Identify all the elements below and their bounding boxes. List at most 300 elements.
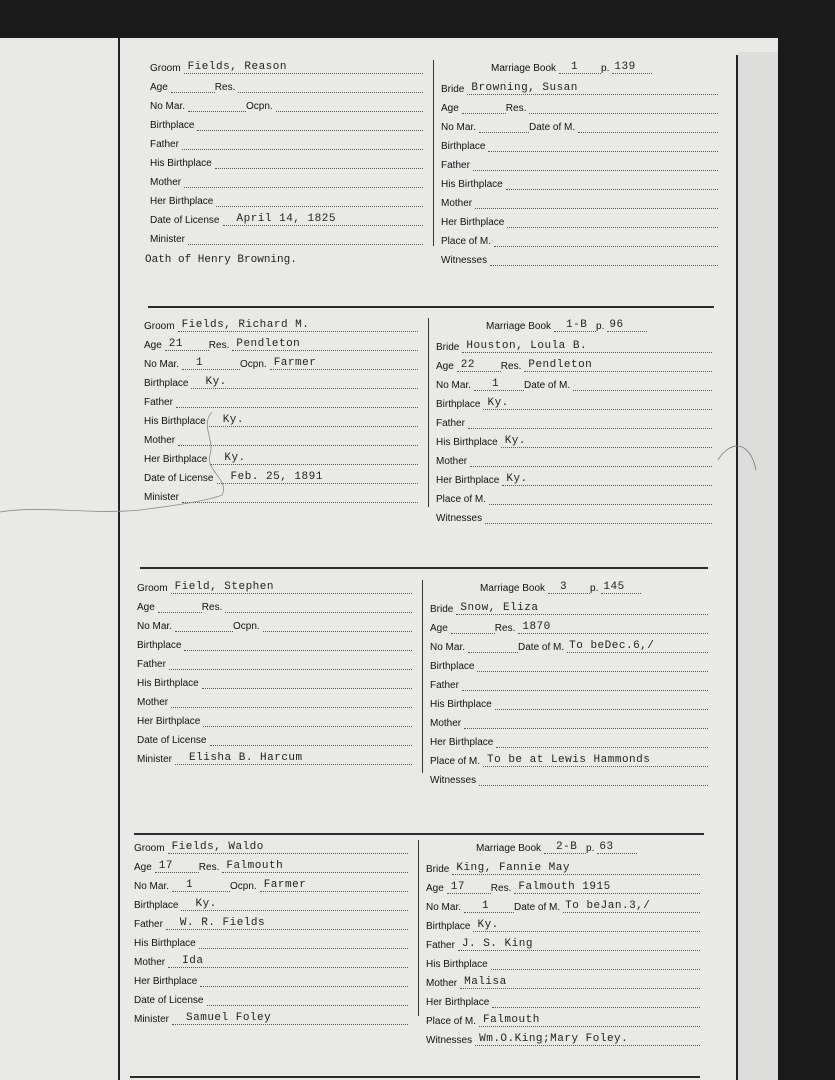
date-of-license-row [134, 992, 408, 1006]
her-birthplace-label: Her Birthplace [144, 454, 208, 465]
res-value: Falmouth [226, 860, 284, 872]
mother-value-line [184, 177, 423, 188]
bride-age-value-line [462, 103, 506, 114]
bride-mother-label: Mother [436, 456, 468, 467]
minister-row [137, 751, 412, 765]
date-of-license-value-line [223, 215, 424, 226]
bride-res-label: Res. [490, 883, 512, 894]
birthplace-value-line [184, 640, 412, 651]
bride-no-mar-row [430, 639, 708, 653]
bride-row [436, 339, 712, 353]
age-label: Age [150, 82, 168, 93]
place-of-m-label: Place of M. [436, 494, 487, 505]
place-of-m-value-line [489, 494, 712, 505]
no-mar-value: 1 [196, 357, 204, 369]
place-of-m-row [441, 233, 718, 247]
age-value: 21 [168, 338, 183, 350]
bride-father-row [441, 157, 718, 171]
groom-label: Groom [137, 583, 168, 594]
birthplace-value-line [181, 900, 408, 911]
res-value-line [225, 602, 412, 613]
page-value: 96 [609, 319, 624, 331]
bride-her-birthplace-value: Ky. [506, 473, 528, 485]
bride-his-birthplace-label: His Birthplace [426, 959, 488, 970]
birthplace-label: Birthplace [137, 640, 182, 651]
age-res-row [137, 599, 412, 613]
father-row [134, 916, 408, 930]
bride-birthplace-value: Ky. [477, 919, 499, 931]
res-value-line [222, 862, 408, 873]
place-of-m-label: Place of M. [430, 756, 481, 767]
ocpn-label: Ocpn. [246, 101, 273, 112]
bride-age-res-row [430, 620, 708, 634]
ocpn-label: Ocpn. [230, 881, 257, 892]
bride-label: Bride [436, 342, 460, 353]
date-of-license-label: Date of License [144, 473, 214, 484]
place-of-m-label: Place of M. [426, 1016, 477, 1027]
bride-his-birthplace-value-line [495, 699, 708, 710]
bride-value-line [456, 604, 708, 615]
bride-value: Browning, Susan [471, 82, 578, 94]
res-label: Res. [214, 82, 236, 93]
marriage-book-label: Marriage Book [476, 843, 542, 854]
bride-birthplace-row [426, 918, 700, 932]
birthplace-value: Ky. [195, 898, 217, 910]
bride-label: Bride [426, 864, 450, 875]
father-value-line [166, 919, 408, 930]
bride-age-value: 22 [460, 359, 475, 371]
no-mar-label: No Mar. [137, 621, 173, 632]
mother-value-line [171, 697, 412, 708]
bride-no-mar-row [426, 899, 700, 913]
page-value-line [601, 583, 641, 594]
groom-value-line [171, 583, 412, 594]
minister-label: Minister [150, 234, 186, 245]
bride-her-birthplace-label: Her Birthplace [426, 997, 490, 1008]
res-label: Res. [208, 340, 230, 351]
birthplace-label: Birthplace [150, 120, 195, 131]
date-of-m-label: Date of M. [514, 902, 561, 913]
bride-his-birthplace-row [426, 956, 700, 970]
marriage-book-value-line [548, 583, 590, 594]
age-value-line [158, 602, 202, 613]
birthplace-value: Ky. [205, 376, 227, 388]
bride-age-value-line [451, 623, 495, 634]
bride-father-label: Father [436, 418, 465, 429]
bride-age-label: Age [426, 883, 444, 894]
bride-birthplace-row [441, 138, 718, 152]
place-of-m-label: Place of M. [441, 236, 492, 247]
date-of-license-label: Date of License [137, 735, 207, 746]
bride-res-label: Res. [494, 623, 516, 634]
birthplace-value-line [197, 120, 423, 131]
her-birthplace-value-line [210, 454, 418, 465]
birthplace-label: Birthplace [144, 378, 189, 389]
bride-mother-label: Mother [430, 718, 462, 729]
column-divider [428, 318, 429, 507]
groom-value: Fields, Waldo [171, 841, 264, 853]
bride-birthplace-label: Birthplace [426, 921, 471, 932]
bride-birthplace-label: Birthplace [430, 661, 475, 672]
no-mar-value-line [172, 881, 230, 892]
mother-value: Ida [182, 955, 204, 967]
place-of-m-value-line [494, 236, 718, 247]
bride-birthplace-label: Birthplace [436, 399, 481, 410]
bride-father-row [436, 415, 712, 429]
mother-row [137, 694, 412, 708]
his-birthplace-row [150, 155, 423, 169]
place-of-m-row [436, 491, 712, 505]
bride-res-value: Falmouth 1915 [518, 881, 611, 893]
father-value-line [182, 139, 423, 150]
father-label: Father [134, 919, 163, 930]
bride-value-line [467, 84, 718, 95]
bride-no-mar-label: No Mar. [441, 122, 477, 133]
father-row [144, 394, 418, 408]
bride-mother-label: Mother [426, 978, 458, 989]
date-of-license-label: Date of License [134, 995, 204, 1006]
no-mar-ocpn-row [144, 356, 418, 370]
her-birthplace-label: Her Birthplace [150, 196, 214, 207]
minister-label: Minister [134, 1014, 170, 1025]
mother-label: Mother [150, 177, 182, 188]
bride-label: Bride [441, 84, 465, 95]
bride-her-birthplace-value-line [492, 997, 700, 1008]
age-value: 17 [158, 860, 173, 872]
place-of-m-row [426, 1013, 700, 1027]
groom-value-line [184, 63, 423, 74]
age-res-row [150, 79, 423, 93]
right-margin-line [736, 55, 738, 1080]
bride-mother-value-line [475, 198, 718, 209]
mother-value-line [168, 957, 408, 968]
marriage-book-value-line [554, 321, 596, 332]
no-mar-value-line [188, 101, 246, 112]
bride-age-value: 17 [450, 881, 465, 893]
his-birthplace-label: His Birthplace [150, 158, 212, 169]
mother-label: Mother [134, 957, 166, 968]
record-separator [134, 833, 704, 835]
witnesses-row [426, 1032, 700, 1046]
father-row [150, 136, 423, 150]
bride-his-birthplace-label: His Birthplace [436, 437, 498, 448]
birthplace-label: Birthplace [134, 900, 179, 911]
bride-no-mar-value-line [479, 122, 529, 133]
bride-res-value: 1870 [522, 621, 551, 633]
date-of-license-row [150, 212, 423, 226]
bride-mother-row [430, 715, 708, 729]
bride-mother-row [426, 975, 700, 989]
bride-row [441, 81, 718, 95]
bride-her-birthplace-row [436, 472, 712, 486]
page-value-line [607, 321, 647, 332]
witnesses-value: Wm.O.King;Mary Foley. [479, 1033, 629, 1045]
bride-value: King, Fannie May [456, 862, 570, 874]
bride-his-birthplace-label: His Birthplace [441, 179, 503, 190]
bride-mother-value-line [470, 456, 712, 467]
witnesses-value-line [475, 1035, 700, 1046]
age-label: Age [137, 602, 155, 613]
bride-her-birthplace-value-line [496, 737, 708, 748]
bride-no-mar-value-line [468, 642, 518, 653]
date-of-m-value: To beDec.6,/ [569, 640, 655, 652]
ocpn-value: Farmer [263, 879, 307, 891]
age-label: Age [144, 340, 162, 351]
date-of-m-value-line [567, 642, 708, 653]
father-label: Father [144, 397, 173, 408]
no-mar-ocpn-row [137, 618, 412, 632]
record-separator [148, 306, 714, 308]
birthplace-row [144, 375, 418, 389]
column-divider [418, 840, 419, 1016]
witnesses-label: Witnesses [436, 513, 483, 524]
bride-birthplace-value-line [477, 661, 708, 672]
ocpn-value-line [276, 101, 423, 112]
her-birthplace-row [134, 973, 408, 987]
age-value-line [171, 82, 215, 93]
bride-res-value-line [514, 883, 700, 894]
bride-his-birthplace-label: His Birthplace [430, 699, 492, 710]
minister-row [144, 489, 418, 503]
age-res-row [144, 337, 418, 351]
date-of-m-label: Date of M. [524, 380, 571, 391]
bride-her-birthplace-label: Her Birthplace [430, 737, 494, 748]
bride-her-birthplace-label: Her Birthplace [436, 475, 500, 486]
date-of-license-value-line [217, 473, 419, 484]
minister-value-line [172, 1014, 408, 1025]
bride-no-mar-label: No Mar. [430, 642, 466, 653]
birthplace-value-line [191, 378, 418, 389]
place-of-m-row [430, 753, 708, 767]
bride-father-value-line [458, 940, 700, 951]
minister-row [150, 231, 423, 245]
marriage-book-value: 1-B [566, 319, 588, 331]
date-of-license-row [144, 470, 418, 484]
left-margin-line [118, 38, 120, 1080]
marriage-book-label: Marriage Book [491, 63, 557, 74]
birthplace-row [137, 637, 412, 651]
place-of-m-value-line [483, 756, 708, 767]
bride-his-birthplace-row [430, 696, 708, 710]
bride-no-mar-value: 1 [492, 378, 500, 390]
witnesses-value-line [490, 255, 718, 266]
bride-mother-value-line [464, 718, 708, 729]
bride-value: Houston, Loula B. [466, 340, 588, 352]
bride-age-res-row [426, 880, 700, 894]
bride-birthplace-value: Ky. [487, 397, 509, 409]
page-label: p. [590, 583, 599, 594]
mother-label: Mother [144, 435, 176, 446]
bride-her-birthplace-label: Her Birthplace [441, 217, 505, 228]
bride-his-birthplace-value-line [506, 179, 718, 190]
marriage-book-value-line [559, 63, 601, 74]
bride-birthplace-row [430, 658, 708, 672]
bride-res-value-line [529, 103, 718, 114]
bride-age-value-line [457, 361, 501, 372]
date-of-license-value: April 14, 1825 [236, 213, 336, 225]
groom-label: Groom [134, 843, 165, 854]
page-value: 139 [614, 61, 636, 73]
father-label: Father [150, 139, 179, 150]
no-mar-label: No Mar. [134, 881, 170, 892]
record-separator [130, 1076, 700, 1078]
bride-father-row [430, 677, 708, 691]
date-of-m-value-line [563, 902, 700, 913]
bride-value-line [452, 864, 700, 875]
witnesses-label: Witnesses [430, 775, 477, 786]
bride-birthplace-value-line [483, 399, 712, 410]
groom-label: Groom [144, 321, 175, 332]
date-of-license-value-line [210, 735, 413, 746]
bride-no-mar-row [441, 119, 718, 133]
ocpn-value-line [263, 621, 412, 632]
bride-res-label: Res. [505, 103, 527, 114]
date-of-license-value-line [207, 995, 409, 1006]
bride-mother-row [436, 453, 712, 467]
witnesses-row [430, 772, 708, 786]
res-value: Pendleton [236, 338, 301, 350]
groom-row [137, 580, 412, 594]
father-value-line [169, 659, 412, 670]
mother-row [150, 174, 423, 188]
date-of-license-value: Feb. 25, 1891 [230, 471, 323, 483]
bride-no-mar-value-line [464, 902, 514, 913]
groom-value: Fields, Richard M. [181, 319, 310, 331]
witnesses-label: Witnesses [441, 255, 488, 266]
date-of-license-row [137, 732, 412, 746]
minister-value-line [175, 754, 412, 765]
witnesses-label: Witnesses [426, 1035, 473, 1046]
record-separator [140, 567, 708, 569]
his-birthplace-value-line [199, 938, 408, 949]
bride-his-birthplace-value-line [491, 959, 700, 970]
his-birthplace-label: His Birthplace [134, 938, 196, 949]
mother-value-line [178, 435, 418, 446]
date-of-m-value-line [578, 122, 718, 133]
witnesses-value-line [485, 513, 712, 524]
no-mar-ocpn-row [150, 98, 423, 112]
page-label: p. [596, 321, 605, 332]
column-divider [433, 60, 434, 246]
page-value: 145 [603, 581, 625, 593]
res-value-line [232, 340, 418, 351]
minister-value: Elisha B. Harcum [189, 752, 303, 764]
marriage-book-label: Marriage Book [480, 583, 546, 594]
bride-her-birthplace-value-line [502, 475, 712, 486]
his-birthplace-label: His Birthplace [137, 678, 199, 689]
no-mar-value-line [182, 359, 240, 370]
bride-no-mar-value-line [474, 380, 524, 391]
ocpn-value-line [260, 881, 408, 892]
bride-her-birthplace-row [441, 214, 718, 228]
column-divider [422, 580, 423, 773]
minister-row [134, 1011, 408, 1025]
bride-row [430, 601, 708, 615]
minister-value-line [188, 234, 423, 245]
bride-row [426, 861, 700, 875]
bride-his-birthplace-value-line [501, 437, 712, 448]
witnesses-row [441, 252, 718, 266]
place-of-m-value: To be at Lewis Hammonds [487, 754, 651, 766]
marriage-book-value: 3 [560, 581, 568, 593]
her-birthplace-row [150, 193, 423, 207]
record-note: Oath of Henry Browning. [145, 254, 297, 266]
groom-value: Fields, Reason [187, 61, 287, 73]
marriage-book-row [476, 840, 700, 854]
bride-father-value-line [468, 418, 712, 429]
no-mar-ocpn-row [134, 878, 408, 892]
bride-no-mar-label: No Mar. [426, 902, 462, 913]
bride-her-birthplace-value-line [507, 217, 718, 228]
mother-row [134, 954, 408, 968]
bride-value-line [462, 342, 712, 353]
bride-father-label: Father [426, 940, 455, 951]
marriage-book-value: 2-B [556, 841, 578, 853]
bride-father-value-line [462, 680, 708, 691]
place-of-m-value-line [479, 1016, 700, 1027]
page-label: p. [586, 843, 595, 854]
her-birthplace-row [137, 713, 412, 727]
bride-mother-label: Mother [441, 198, 473, 209]
groom-row [134, 840, 408, 854]
bride-no-mar-value: 1 [482, 900, 490, 912]
her-birthplace-label: Her Birthplace [134, 976, 198, 987]
date-of-m-label: Date of M. [518, 642, 565, 653]
page-label: p. [601, 63, 610, 74]
his-birthplace-value-line [209, 416, 418, 427]
bride-her-birthplace-row [426, 994, 700, 1008]
bride-age-res-row [441, 100, 718, 114]
marriage-book-value: 1 [571, 61, 579, 73]
date-of-license-label: Date of License [150, 215, 220, 226]
groom-row [150, 60, 423, 74]
marriage-book-label: Marriage Book [486, 321, 552, 332]
her-birthplace-label: Her Birthplace [137, 716, 201, 727]
bride-his-birthplace-row [441, 176, 718, 190]
bride-no-mar-row [436, 377, 712, 391]
ocpn-label: Ocpn. [233, 621, 260, 632]
date-of-m-value-line [573, 380, 712, 391]
ocpn-value: Farmer [273, 357, 317, 369]
her-birthplace-value: Ky. [224, 452, 246, 464]
her-birthplace-value-line [203, 716, 412, 727]
marriage-book-row [491, 60, 718, 74]
his-birthplace-row [137, 675, 412, 689]
bride-birthplace-row [436, 396, 712, 410]
page-value-line [612, 63, 652, 74]
bride-age-value-line [447, 883, 491, 894]
bride-res-value: Pendleton [528, 359, 593, 371]
res-value-line [238, 82, 423, 93]
minister-label: Minister [137, 754, 173, 765]
bride-father-label: Father [441, 160, 470, 171]
father-label: Father [137, 659, 166, 670]
page-value-line [597, 843, 637, 854]
bride-his-birthplace-row [436, 434, 712, 448]
date-of-m-label: Date of M. [529, 122, 576, 133]
witnesses-row [436, 510, 712, 524]
his-birthplace-label: His Birthplace [144, 416, 206, 427]
bride-no-mar-label: No Mar. [436, 380, 472, 391]
father-value-line [176, 397, 418, 408]
marriage-book-value-line [544, 843, 586, 854]
father-value: W. R. Fields [179, 917, 266, 929]
bride-res-label: Res. [500, 361, 522, 372]
minister-value-line [182, 492, 418, 503]
mother-row [144, 432, 418, 446]
ocpn-value-line [270, 359, 418, 370]
birthplace-row [150, 117, 423, 131]
